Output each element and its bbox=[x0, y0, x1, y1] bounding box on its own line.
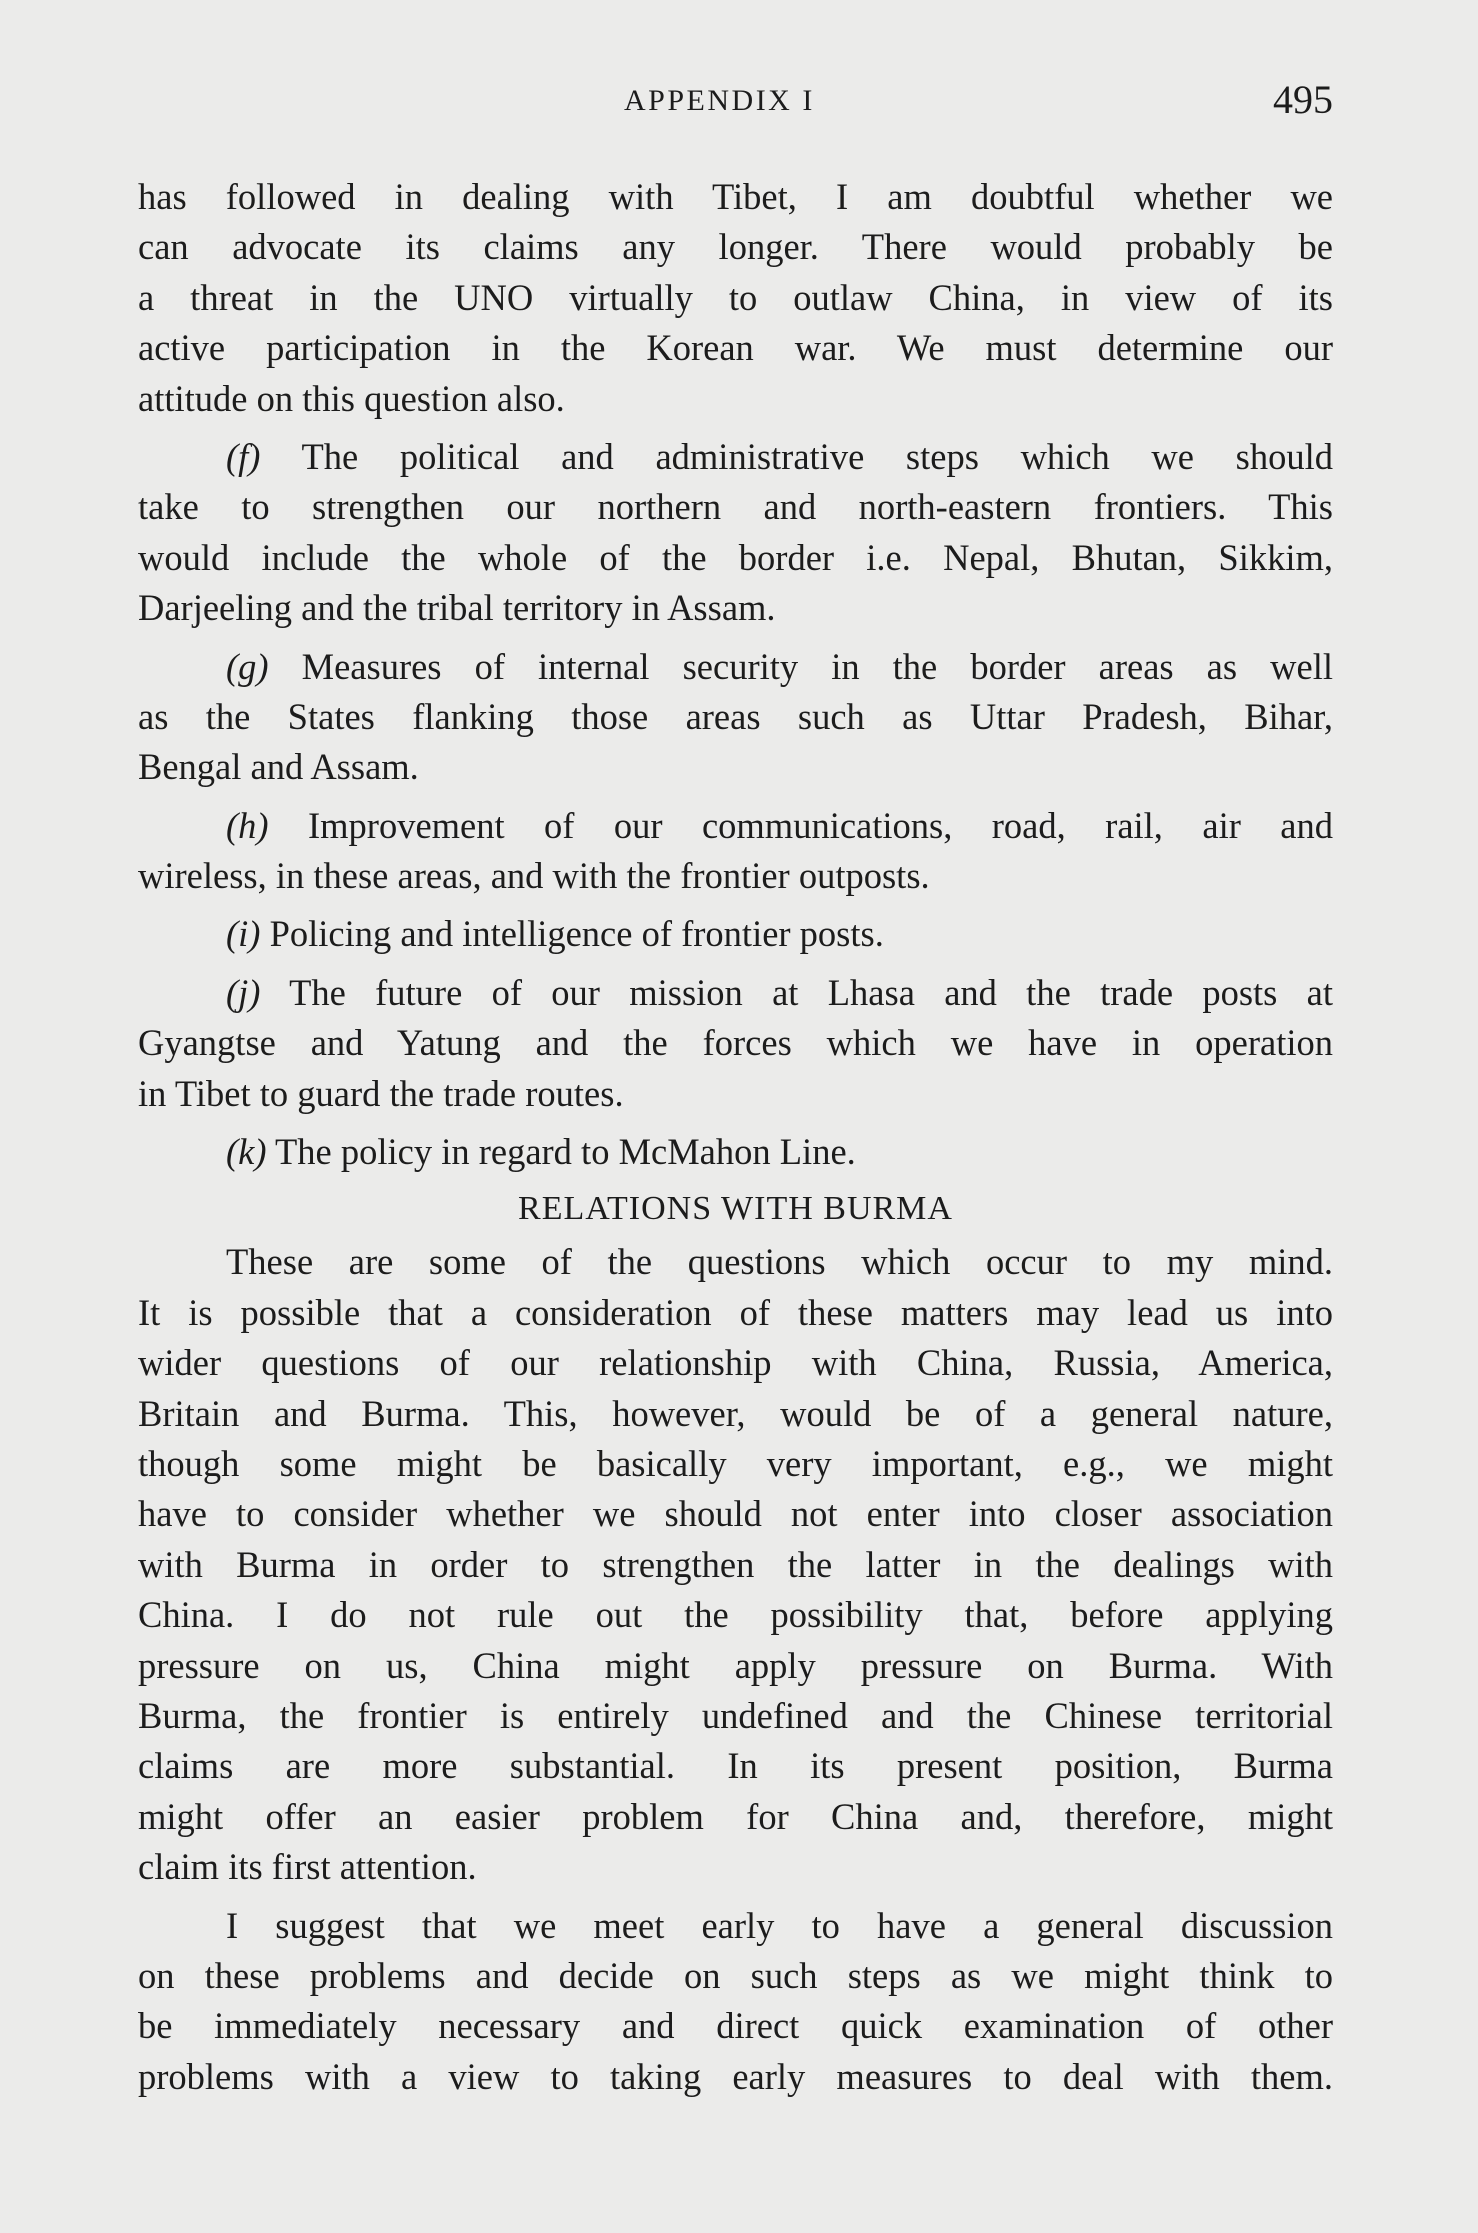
text-line: Burma, the frontier is entirely undefined and the Chinese territorial bbox=[138, 1694, 1333, 1736]
paragraph-burma-1 bbox=[138, 1237, 1333, 1892]
list-item-g bbox=[138, 642, 1333, 793]
text-line: problems with a view to taking early measures to deal with them. bbox=[138, 2055, 1333, 2097]
text-line: Gyangtse and Yatung and the forces which we have in operation bbox=[138, 1022, 1333, 1064]
text-line: have to consider whether we should not enter into closer association bbox=[138, 1493, 1333, 1535]
text-line: (i) Policing and intelligence of frontier posts. bbox=[226, 913, 884, 955]
text-line: China. I do not rule out the possibility that, before applying bbox=[138, 1594, 1333, 1636]
text-line: Britain and Burma. This, however, would be of a general nature, bbox=[138, 1392, 1333, 1434]
list-item-f bbox=[138, 432, 1333, 634]
page-number: 495 bbox=[1273, 77, 1333, 122]
text-line: as the States flanking those areas such as Uttar Pradesh, Bihar, bbox=[138, 695, 1333, 737]
text-line: with Burma in order to strengthen the latter in the dealings with bbox=[138, 1543, 1333, 1585]
text-line: attitude on this question also. bbox=[138, 377, 565, 419]
text-line: might offer an easier problem for China and, therefore, might bbox=[138, 1795, 1333, 1837]
text-line: though some might be basically very important, e.g., we might bbox=[138, 1442, 1333, 1484]
list-item-h bbox=[138, 801, 1333, 902]
text-line: (h) Improvement of our communications, road, rail, air and bbox=[226, 804, 1333, 846]
text-line: can advocate its claims any longer. There would probably be bbox=[138, 226, 1333, 268]
running-head bbox=[138, 76, 1333, 126]
section-heading: RELATIONS WITH BURMA bbox=[518, 1190, 953, 1228]
text-line: I suggest that we meet early to have a general discussion bbox=[226, 1904, 1333, 1946]
text-line: has followed in dealing with Tibet, I am doubtful whether we bbox=[138, 176, 1333, 217]
item-label: (f) bbox=[226, 435, 261, 477]
text-line: (j) The future of our mission at Lhasa and the trade posts at bbox=[226, 971, 1333, 1013]
text-line: be immediately necessary and direct quick examination of other bbox=[138, 2005, 1333, 2047]
text-line: These are some of the questions which occur to my mind. bbox=[226, 1241, 1333, 1283]
text-line: take to strengthen our northern and north-eastern frontiers. This bbox=[138, 486, 1333, 528]
text-line: It is possible that a consideration of these matters may lead us into bbox=[138, 1291, 1333, 1333]
page-body bbox=[138, 172, 1333, 2102]
item-label: (k) bbox=[226, 1131, 267, 1173]
text-line: a threat in the UNO virtually to outlaw China, in view of its bbox=[138, 276, 1333, 318]
list-item-k bbox=[138, 1127, 1333, 1177]
list-item-i bbox=[138, 909, 1333, 959]
text-line: claims are more substantial. In its present position, Burma bbox=[138, 1745, 1333, 1787]
list-item-j bbox=[138, 968, 1333, 1119]
text-line: wider questions of our relationship with China, Russia, America, bbox=[138, 1342, 1333, 1384]
text-line: Bengal and Assam. bbox=[138, 746, 419, 788]
text-line: claim its first attention. bbox=[138, 1846, 477, 1888]
paragraph-burma-2 bbox=[138, 1901, 1333, 2103]
item-label: (i) bbox=[226, 913, 261, 955]
running-title: APPENDIX I bbox=[624, 84, 815, 117]
item-label: (h) bbox=[226, 804, 269, 846]
text-line: (g) Measures of internal security in the border areas as well bbox=[226, 645, 1333, 687]
text-line: wireless, in these areas, and with the frontier outposts. bbox=[138, 855, 930, 897]
text-line: active participation in the Korean war. We must determine our bbox=[138, 327, 1333, 369]
item-label: (j) bbox=[226, 971, 261, 1013]
text-line: in Tibet to guard the trade routes. bbox=[138, 1072, 624, 1114]
text-line: (f) The political and administrative steps which we should bbox=[226, 435, 1333, 477]
text-line: (k) The policy in regard to McMahon Line. bbox=[226, 1131, 856, 1173]
text-line: on these problems and decide on such steps as we might think to bbox=[138, 1954, 1333, 1996]
text-line: Darjeeling and the tribal territory in Assam. bbox=[138, 587, 776, 629]
paragraph-continuation bbox=[138, 172, 1333, 424]
item-label: (g) bbox=[226, 645, 269, 687]
text-line: would include the whole of the border i.e. Nepal, Bhutan, Sikkim, bbox=[138, 536, 1333, 578]
text-line: pressure on us, China might apply pressure on Burma. With bbox=[138, 1644, 1333, 1686]
